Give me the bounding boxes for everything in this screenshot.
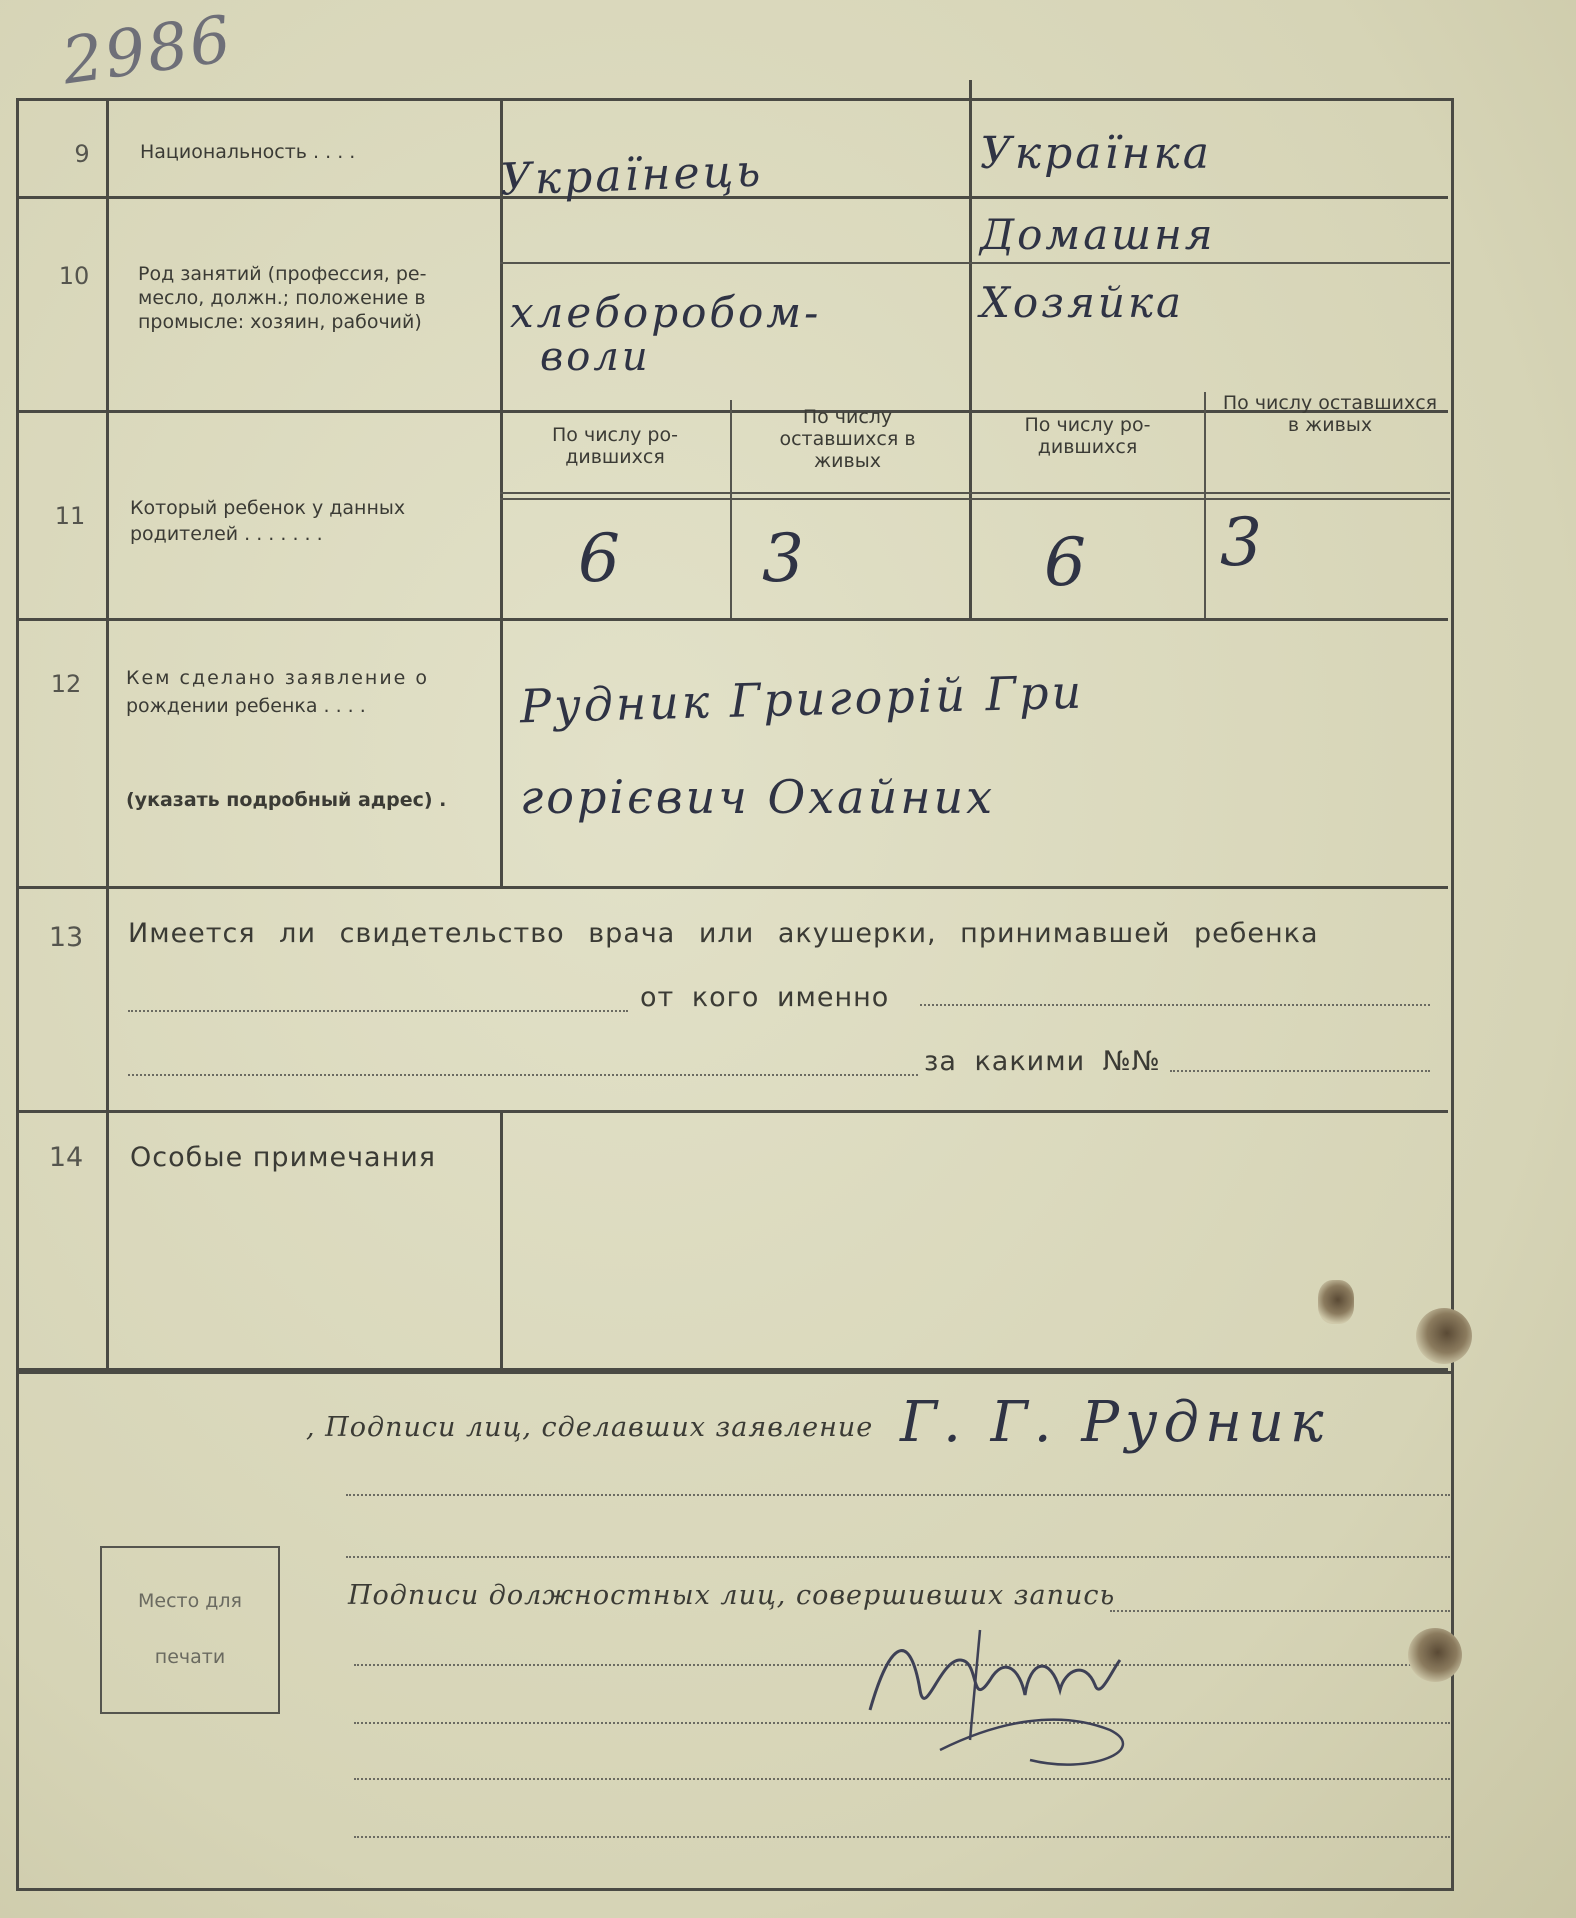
declarants-signature: Г. Г. Рудник [900,1390,1330,1455]
address-label: (указать подробный адрес) . [126,789,447,811]
declarant-label-line: рождении ребенка . . . . [126,695,366,717]
header-father-born: По числу ро- дившихся [552,424,678,468]
number-column-divider [106,98,109,1368]
dotted-line [128,1074,918,1076]
occupation-label-line: Род занятий (профессия, ре- [138,263,427,285]
row-number: 11 [54,502,86,530]
father-occupation-line2: воли [540,334,651,380]
row10-inner-line [500,262,1450,264]
row11-header-line-2 [500,498,1450,500]
declarant-label-line: Кем сделано заявление о [126,667,430,689]
declarant-line2: горієвич Охайних [520,770,996,824]
father-nationality: Українець [499,145,765,206]
row-number: 10 [58,262,90,290]
right-border [1451,1368,1454,1890]
binder-hole [1318,1280,1354,1324]
mother-born-count: 6 [1044,524,1086,601]
mother-occupation-line2: Хозяйка [980,278,1185,327]
binder-hole [1408,1628,1462,1682]
row11-col-divider-2 [1204,392,1206,618]
nationality-label: Национальность . . . . [140,141,356,163]
officials-signature-label: Подписи должностных лиц, совершивших запись [348,1580,1116,1611]
declarants-signature-label: , Подписи лиц, сделавших заявление [306,1412,874,1443]
child-order-label-line: родителей . . . . . . . [130,523,323,545]
mother-occupation-line1: Домашня [980,210,1216,259]
father-alive-count: 3 [762,520,804,597]
dotted-line [1170,1070,1430,1072]
header-mother-alive: По числу оставшихся в живых [1222,392,1438,436]
occupation-label-line: промысле: хозяин, рабочий) [138,311,422,333]
bottom-border [16,1888,1454,1891]
numbers-label: за какими №№ [924,1046,1161,1077]
dotted-line [128,1010,628,1012]
occupation-label-line: месло, должн.; положение в [138,287,426,309]
dotted-line [346,1556,1450,1558]
mother-nationality: Українка [980,128,1213,179]
header-mother-born: По числу ро- дившихся [1024,414,1151,458]
footer-separator [16,1368,1448,1371]
certificate-question: Имеется ли свидетельство врача или акушерки, принимавшей ребенка [128,918,1319,949]
dotted-line [346,1494,1450,1496]
left-border [16,1368,19,1888]
row-separator-12 [16,886,1448,889]
label-column-divider-lower [500,1112,503,1368]
stamp-label-line1: Место для [138,1590,242,1612]
from-whom-label: от кого именно [640,982,890,1013]
binder-hole [1416,1308,1472,1364]
dotted-line [920,1004,1430,1006]
dotted-line [354,1836,1450,1838]
child-order-label-line: Который ребенок у данных [130,497,406,519]
row-number: 14 [48,1142,84,1173]
row11-col-divider-1 [730,400,732,618]
row-separator-11 [16,618,1448,621]
row-number: 13 [48,922,84,953]
stamp-placeholder [100,1546,280,1714]
special-notes-label: Особые примечания [130,1142,437,1173]
father-occupation-line1: хлеборобом- [510,288,822,337]
row-number: 12 [50,670,82,698]
official-signature-scrawl [850,1600,1180,1780]
father-born-count: 6 [578,520,620,597]
row-number: 9 [74,140,90,168]
stamp-label-line2: печати [154,1646,226,1668]
declarant-line1: Рудник Григорій Гри [519,664,1085,734]
row11-header-line [500,492,1450,494]
row-separator-13 [16,1110,1448,1113]
father-mother-divider [969,80,972,618]
mother-alive-count: 3 [1220,504,1262,581]
archive-number: 2986 [57,2,238,100]
header-father-alive: По числу оставшихся в живых [779,406,916,472]
